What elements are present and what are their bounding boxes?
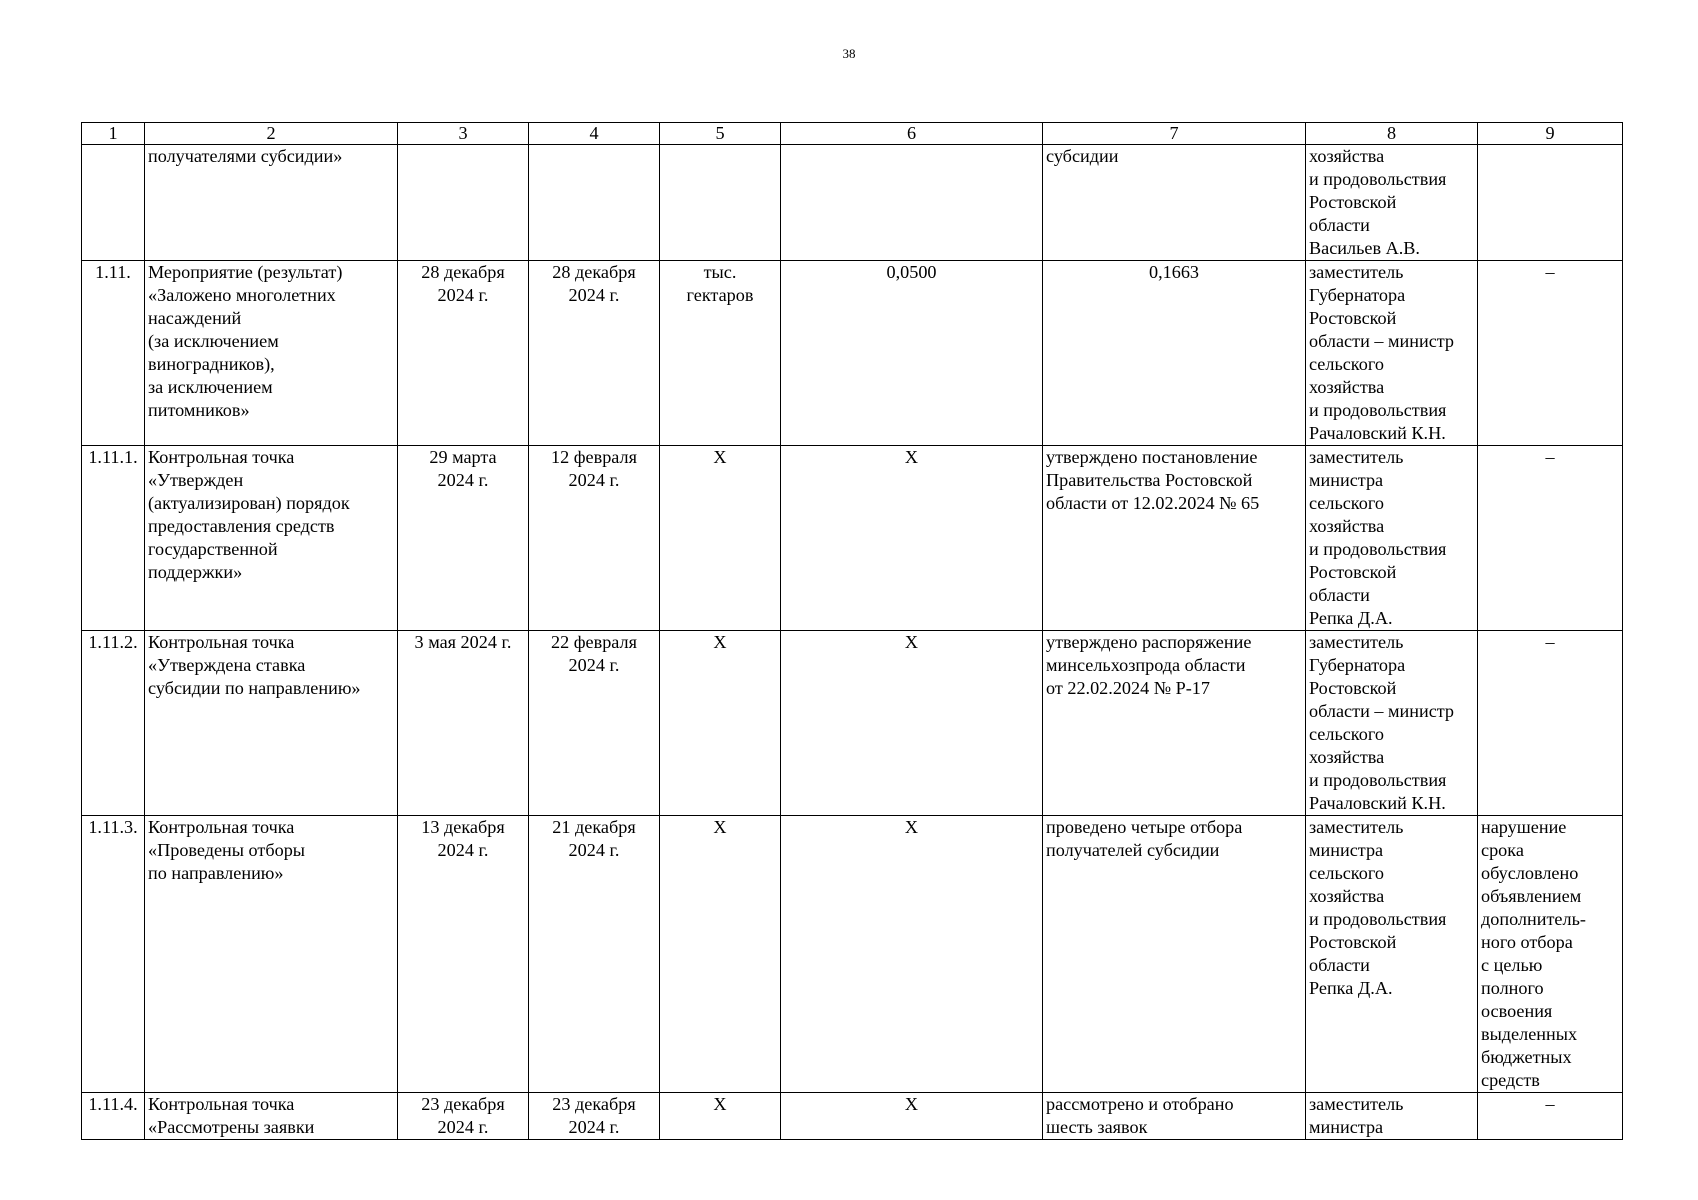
- table-row: [82, 1093, 1623, 1140]
- header-cell: 9: [1478, 123, 1623, 145]
- note: [1478, 145, 1623, 261]
- plan-value: X: [781, 446, 1043, 631]
- header-cell: 3: [398, 123, 529, 145]
- fact-value: утверждено постановление Правительства Ростовской области от 12.02.2024 № 65: [1043, 446, 1306, 631]
- header-cell: 7: [1043, 123, 1306, 145]
- unit: X: [660, 631, 781, 816]
- responsible: хозяйства и продовольствия Ростовской области Васильев А.В.: [1306, 145, 1478, 261]
- fact-value: субсидии: [1043, 145, 1306, 261]
- table-row: [82, 446, 1623, 631]
- responsible: заместитель министра сельского хозяйства и продовольствия Ростовской области Репка Д.А.: [1306, 446, 1478, 631]
- fact-date: 12 февраля 2024 г.: [529, 446, 660, 631]
- plan-value: X: [781, 1093, 1043, 1140]
- plan-date: 29 марта 2024 г.: [398, 446, 529, 631]
- header-cell: 2: [145, 123, 398, 145]
- plan-date: 28 декабря 2024 г.: [398, 261, 529, 446]
- unit: [660, 145, 781, 261]
- fact-value: утверждено распоряжение минсельхозпрода области от 22.02.2024 № Р-17: [1043, 631, 1306, 816]
- event-name: получателями субсидии»: [145, 145, 398, 261]
- fact-date: [529, 145, 660, 261]
- event-name: Контрольная точка «Утверждена ставка субсидии по направлению»: [145, 631, 398, 816]
- plan-value: X: [781, 631, 1043, 816]
- table-row: [82, 816, 1623, 1093]
- fact-value: 0,1663: [1043, 261, 1306, 446]
- row-number: [82, 145, 145, 261]
- table-row: [82, 631, 1623, 816]
- responsible: заместитель министра: [1306, 1093, 1478, 1140]
- note: –: [1478, 631, 1623, 816]
- note: –: [1478, 261, 1623, 446]
- unit: X: [660, 1093, 781, 1140]
- event-name: Контрольная точка «Рассмотрены заявки: [145, 1093, 398, 1140]
- header-cell: 8: [1306, 123, 1478, 145]
- header-cell: 6: [781, 123, 1043, 145]
- row-number: 1.11.: [82, 261, 145, 446]
- unit: X: [660, 816, 781, 1093]
- note: –: [1478, 446, 1623, 631]
- plan-date: 13 декабря 2024 г.: [398, 816, 529, 1093]
- unit: X: [660, 446, 781, 631]
- plan-value: X: [781, 816, 1043, 1093]
- note: –: [1478, 1093, 1623, 1140]
- row-number: 1.11.4.: [82, 1093, 145, 1140]
- event-name: Контрольная точка «Проведены отборы по направлению»: [145, 816, 398, 1093]
- fact-date: 22 февраля 2024 г.: [529, 631, 660, 816]
- event-name: Контрольная точка «Утвержден (актуализирован) порядок предоставления средств государственной поддержки»: [145, 446, 398, 631]
- header-cell: 5: [660, 123, 781, 145]
- plan-date: 23 декабря 2024 г.: [398, 1093, 529, 1140]
- fact-date: 21 декабря 2024 г.: [529, 816, 660, 1093]
- event-name: Мероприятие (результат) «Заложено многолетних насаждений (за исключением виноградников), за исключением питомников»: [145, 261, 398, 446]
- responsible: заместитель Губернатора Ростовской области – министр сельского хозяйства и продовольствия Рачаловский К.Н.: [1306, 631, 1478, 816]
- responsible: заместитель министра сельского хозяйства и продовольствия Ростовской области Репка Д.А.: [1306, 816, 1478, 1093]
- table-row: [82, 261, 1623, 446]
- fact-value: проведено четыре отбора получателей субсидии: [1043, 816, 1306, 1093]
- plan-date: [398, 145, 529, 261]
- header-row: [82, 123, 1623, 145]
- header-cell: 4: [529, 123, 660, 145]
- plan-value: [781, 145, 1043, 261]
- plan-table: [81, 122, 1623, 1140]
- note: нарушение срока обусловлено объявлением дополнитель- ного отбора с целью полного освоения выделенных бюджетных средств: [1478, 816, 1623, 1093]
- row-number: 1.11.2.: [82, 631, 145, 816]
- header-cell: 1: [82, 123, 145, 145]
- table-row: [82, 145, 1623, 261]
- page-number: 38: [842, 46, 856, 61]
- fact-date: 28 декабря 2024 г.: [529, 261, 660, 446]
- row-number: 1.11.1.: [82, 446, 145, 631]
- fact-value: рассмотрено и отобрано шесть заявок: [1043, 1093, 1306, 1140]
- fact-date: 23 декабря 2024 г.: [529, 1093, 660, 1140]
- unit: тыс. гектаров: [660, 261, 781, 446]
- plan-date: 3 мая 2024 г.: [398, 631, 529, 816]
- responsible: заместитель Губернатора Ростовской области – министр сельского хозяйства и продовольствия Рачаловский К.Н.: [1306, 261, 1478, 446]
- row-number: 1.11.3.: [82, 816, 145, 1093]
- plan-value: 0,0500: [781, 261, 1043, 446]
